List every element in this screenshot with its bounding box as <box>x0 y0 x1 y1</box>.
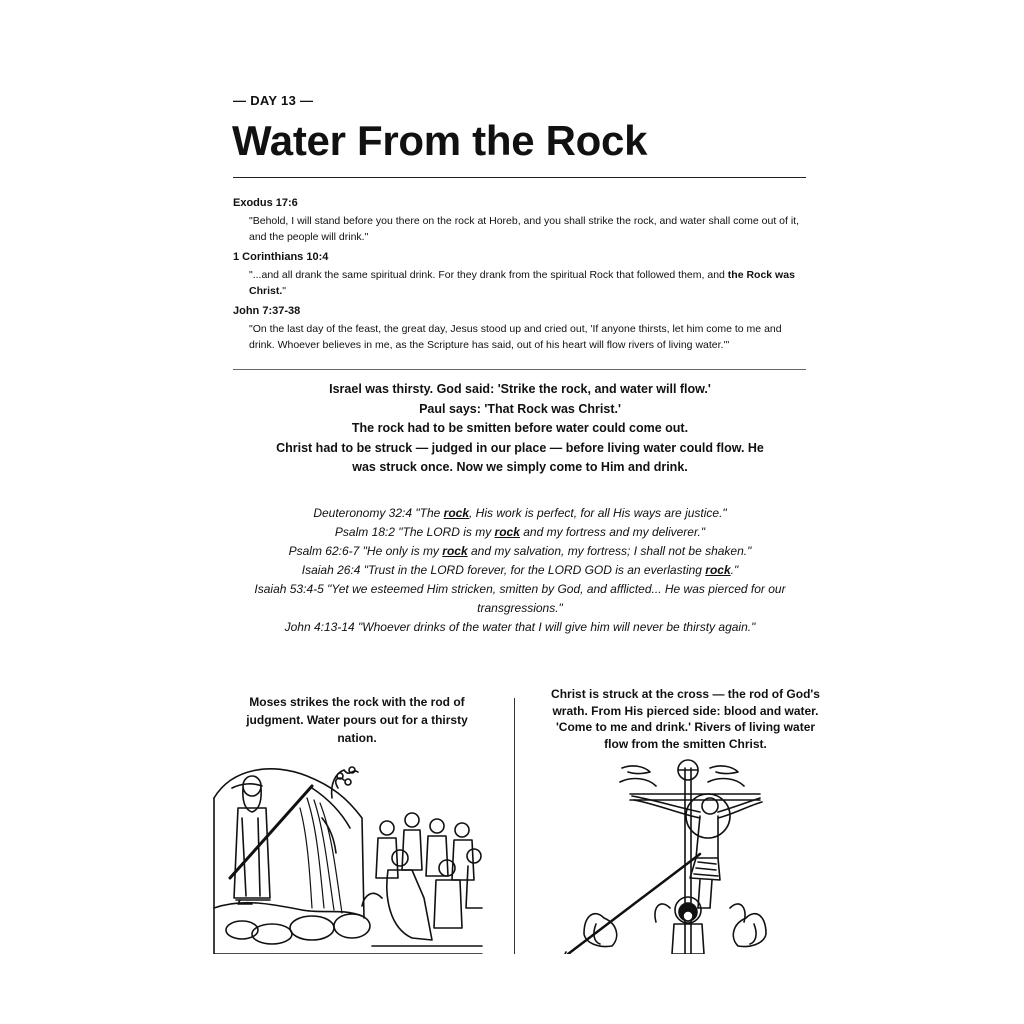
verse-keyword: rock <box>494 525 520 539</box>
day-label: — DAY 13 — <box>233 93 314 108</box>
verse-keyword: rock <box>443 506 470 520</box>
verse-text: ." <box>730 563 739 577</box>
verse-text: John 4:13-14 "Whoever drinks of the water that I will give him will never be thirsty again." <box>284 620 756 634</box>
supporting-verses <box>220 504 820 637</box>
summary-line: Christ had to be struck — judged in our place — before living water could flow. He was struck once. Now we simply come to Him and drink. <box>276 440 764 474</box>
verse-line <box>220 523 820 542</box>
section-divider <box>233 369 806 370</box>
reference-name: 1 Corinthians 10:4 <box>233 251 329 263</box>
verse-keyword: rock <box>705 563 731 577</box>
verse-text: Isaiah 26:4 "Trust in the LORD forever, for the LORD GOD is an everlasting <box>301 563 706 577</box>
verse-text: and my salvation, my fortress; I shall not be shaken." <box>467 544 752 558</box>
scripture-references <box>233 197 808 359</box>
verse-text: Psalm 18:2 "The LORD is my <box>334 525 495 539</box>
verse-keyword: rock <box>442 544 468 558</box>
reference-corinthians <box>233 251 808 299</box>
verse-line <box>220 542 820 561</box>
column-divider <box>514 698 515 954</box>
reference-text-emphasis: the Rock was Christ. <box>249 269 795 297</box>
verse-line <box>220 580 820 618</box>
caption-moses: Moses strikes the rock with the rod of judgment. Water pours out for a thirsty nation. <box>246 695 468 745</box>
verse-line <box>220 618 820 637</box>
verse-line <box>220 504 820 523</box>
verse-text: and my fortress and my deliverer." <box>519 525 706 539</box>
reference-exodus <box>233 197 808 245</box>
page-title: Water From the Rock <box>232 117 648 164</box>
moses-striking-rock-illustration <box>212 758 484 954</box>
summary-block <box>275 380 765 478</box>
summary-line: Paul says: 'That Rock was Christ.' <box>419 401 621 416</box>
reference-name: Exodus 17:6 <box>233 197 298 209</box>
verse-text: , His work is perfect, for all His ways are justice." <box>469 506 727 520</box>
reference-name: John 7:37-38 <box>233 305 301 317</box>
summary-line: The rock had to be smitten before water could come out. <box>351 421 689 435</box>
verse-text: Deuteronomy 32:4 "The <box>313 506 444 520</box>
reference-text <box>249 267 808 299</box>
summary-line: Israel was thirsty. God said: 'Strike the rock, and water will flow.' <box>329 382 711 396</box>
title-divider <box>233 177 806 178</box>
reference-text-end: " <box>282 285 286 297</box>
reference-john <box>233 305 808 353</box>
caption-christ: Christ is struck at the cross — the rod of God's wrath. From His pierced side: blood and water. 'Come to me and drink.' Rivers of living water flow from the smitten Christ. <box>551 687 820 751</box>
reference-text: "On the last day of the feast, the great day, Jesus stood up and cried out, 'If anyone thirsts, let him come to me and drink. Whoever believes in me, as the Scripture has said, out of his heart will flow rivers of living water.'" <box>249 323 782 351</box>
verse-line <box>220 561 820 580</box>
verse-text: Isaiah 53:4-5 "Yet we esteemed Him stricken, smitten by God, and afflicted... He was pierced for our transgressions." <box>254 582 786 615</box>
reference-text: "Behold, I will stand before you there on the rock at Horeb, and you shall strike the rock, and water shall come out of it, and the people will drink." <box>249 215 800 243</box>
crucifixion-illustration <box>560 758 790 954</box>
reference-text-plain: "...and all drank the same spiritual drink. For they drank from the spiritual Rock that followed them, and <box>249 269 728 281</box>
verse-text: Psalm 62:6-7 "He only is my <box>288 544 443 558</box>
